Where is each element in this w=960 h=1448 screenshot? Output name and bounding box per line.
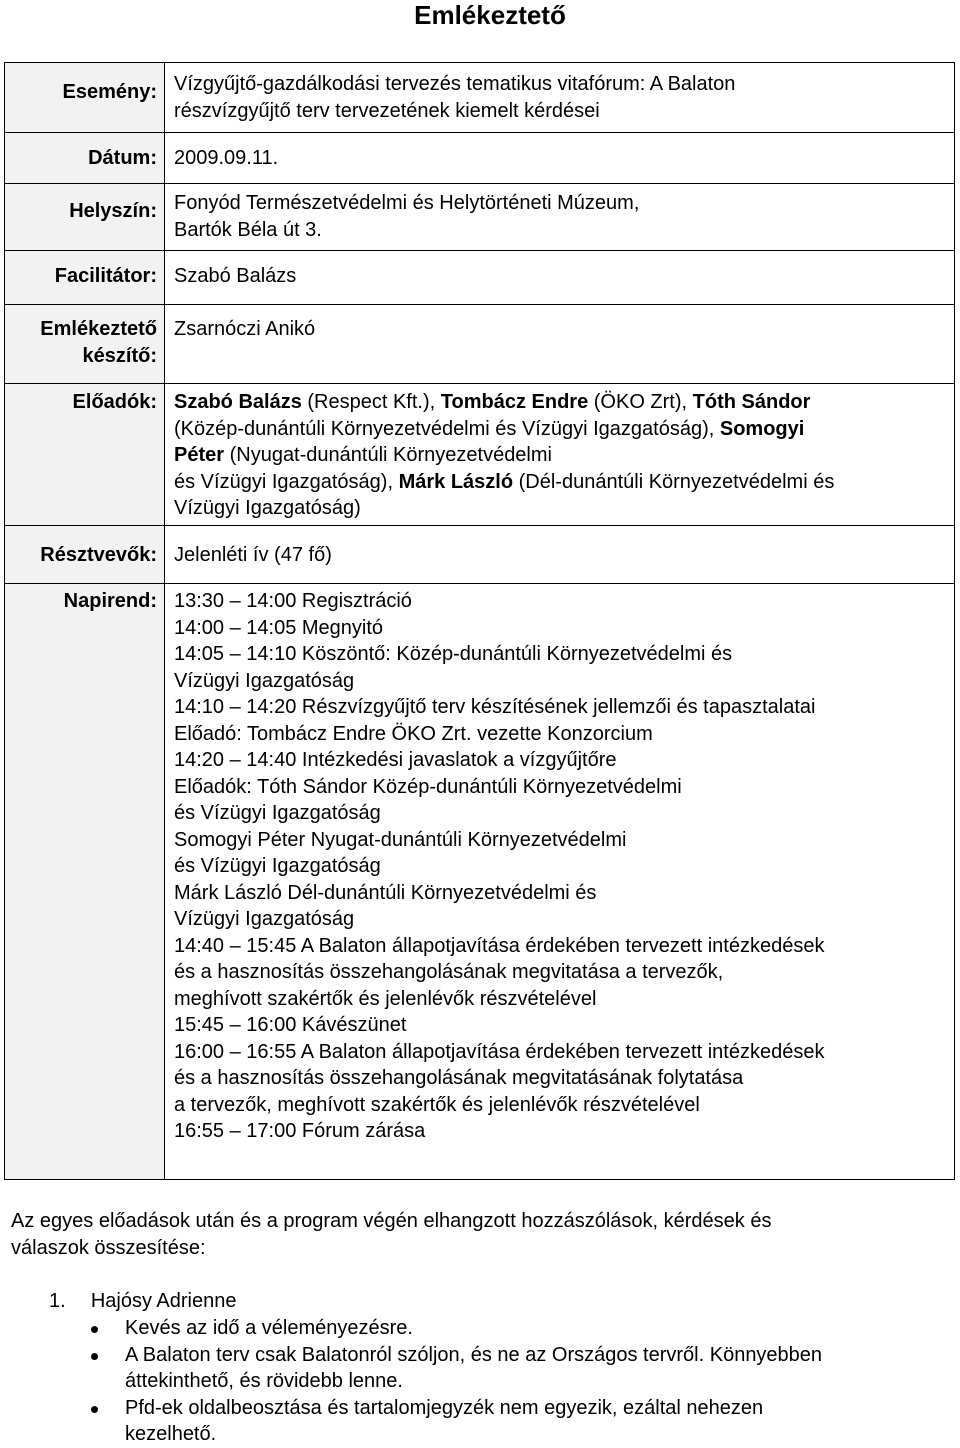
agenda-line: és Vízügyi Igazgatóság bbox=[174, 802, 381, 824]
helyszin-value bbox=[174, 190, 954, 243]
agenda-line: 15:45 – 16:00 Kávészünet bbox=[174, 1014, 407, 1036]
eloadok-line: Péter (Nyugat-dunántúli Környezetvédelmi bbox=[174, 444, 552, 466]
row-divider bbox=[5, 183, 954, 184]
row-divider bbox=[5, 304, 954, 305]
bullet-dot-icon bbox=[91, 1353, 98, 1360]
napirend-label: Napirend: bbox=[63, 590, 157, 612]
eloadok-line: és Vízügyi Igazgatóság), Márk László (Dél-dunántúli Környezetvédelmi és bbox=[174, 470, 835, 493]
helyszin-label: Helyszín: bbox=[69, 200, 157, 222]
agenda-line: a tervezők, meghívott szakértők és jelenlévők részvételével bbox=[174, 1093, 700, 1116]
bullet-item bbox=[87, 1315, 957, 1342]
row-divider bbox=[5, 250, 954, 251]
agenda-line: Előadó: Tombácz Endre ÖKO Zrt. vezette Konzorcium bbox=[174, 722, 653, 745]
keszito-label-line: Emlékeztető bbox=[40, 318, 157, 340]
helyszin-line: Fonyód Természetvédelmi és Helytörténeti Múzeum, bbox=[174, 192, 640, 214]
bullet-dot-icon bbox=[91, 1406, 98, 1413]
facilitator-value: Szabó Balázs bbox=[174, 265, 297, 287]
agenda-line: Somogyi Péter Nyugat-dunántúli Környezetvédelmi bbox=[174, 828, 627, 851]
agenda-line: 13:30 – 14:00 Regisztráció bbox=[174, 590, 412, 612]
bullet-line: áttekinthető, és rövidebb lenne. bbox=[125, 1370, 403, 1392]
bullet-item bbox=[87, 1342, 957, 1395]
eloadok-line: (Közép-dunántúli Környezetvédelmi és Vízügyi Igazgatóság), Somogyi bbox=[174, 417, 805, 440]
esemeny-line: részvízgyűjtő terv tervezetének kiemelt kérdései bbox=[174, 99, 600, 122]
list-number: 1. bbox=[49, 1290, 66, 1312]
esemeny-value bbox=[174, 71, 954, 124]
agenda-line: meghívott szakértők és jelenlévők részvételével bbox=[174, 987, 597, 1010]
document-title: Emlékeztető bbox=[414, 0, 566, 30]
meeting-info-table bbox=[4, 62, 955, 1180]
datum-label: Dátum: bbox=[88, 147, 157, 169]
agenda-line: 14:40 – 15:45 A Balaton állapotjavítása érdekében tervezett intézkedések bbox=[174, 934, 825, 957]
row-divider bbox=[5, 132, 954, 133]
eloadok-line: Vízügyi Igazgatóság) bbox=[174, 497, 361, 519]
label-column bbox=[5, 63, 165, 1179]
keszito-value: Zsarnóczi Anikó bbox=[174, 318, 316, 340]
keszito-label-line: készítő: bbox=[82, 344, 157, 367]
agenda-line: 16:55 – 17:00 Fórum zárása bbox=[174, 1120, 426, 1142]
agenda-line: Vízügyi Igazgatóság bbox=[174, 908, 355, 930]
resztvevok-label: Résztvevők: bbox=[40, 544, 157, 566]
facilitator-label: Facilitátor: bbox=[54, 265, 157, 287]
bullet-item bbox=[87, 1395, 957, 1448]
list-name: Hajósy Adrienne bbox=[90, 1290, 237, 1312]
esemeny-label: Esemény: bbox=[62, 81, 157, 103]
agenda-line: 14:05 – 14:10 Köszöntő: Közép-dunántúli Környezetvédelmi és bbox=[174, 643, 733, 665]
keszito-label bbox=[5, 316, 157, 369]
agenda-line: és a hasznosítás összehangolásának megvitatásának folytatása bbox=[174, 1067, 744, 1089]
summary-line: válaszok összesítése: bbox=[11, 1236, 206, 1259]
row-divider bbox=[5, 383, 954, 384]
row-divider bbox=[5, 525, 954, 526]
bullet-line: A Balaton terv csak Balatonról szóljon, és ne az Országos tervről. Könnyebben bbox=[125, 1343, 823, 1366]
bullet-line: Kevés az idő a véleményezésre. bbox=[125, 1317, 413, 1339]
agenda-line: 14:00 – 14:05 Megnyitó bbox=[174, 616, 384, 639]
bullet-dot-icon bbox=[91, 1326, 98, 1333]
agenda-line: Vízügyi Igazgatóság bbox=[174, 669, 355, 692]
agenda-line: 14:20 – 14:40 Intézkedési javaslatok a vízgyűjtőre bbox=[174, 749, 617, 771]
bullet-list bbox=[87, 1315, 957, 1448]
bullet-line: Pfd-ek oldalbeosztása és tartalomjegyzék nem egyezik, ezáltal nehezen bbox=[125, 1396, 764, 1419]
summary-line: Az egyes előadások után és a program végén elhangzott hozzászólások, kérdések és bbox=[11, 1210, 772, 1232]
bullet-line: kezelhető. bbox=[125, 1423, 217, 1445]
helyszin-line: Bartók Béla út 3. bbox=[174, 218, 322, 241]
eloadok-value bbox=[174, 389, 954, 522]
agenda-line: és a hasznosítás összehangolásának megvitatása a tervezők, bbox=[174, 961, 724, 983]
napirend-value bbox=[174, 588, 954, 1145]
agenda-line: Márk László Dél-dunántúli Környezetvédelmi és bbox=[174, 881, 597, 904]
eloadok-label: Előadók: bbox=[72, 391, 157, 413]
eloadok-line: Szabó Balázs (Respect Kft.), Tombácz Endre (ÖKO Zrt), Tóth Sándor bbox=[174, 391, 811, 413]
resztvevok-value: Jelenléti ív (47 fő) bbox=[174, 544, 332, 566]
datum-value: 2009.09.11. bbox=[174, 147, 279, 169]
list-item bbox=[49, 1288, 960, 1315]
agenda-line: Előadók: Tóth Sándor Közép-dunántúli Környezetvédelmi bbox=[174, 775, 682, 798]
agenda-line: és Vízügyi Igazgatóság bbox=[174, 855, 381, 877]
summary-paragraph bbox=[11, 1208, 951, 1261]
agenda-line: 16:00 – 16:55 A Balaton állapotjavítása érdekében tervezett intézkedések bbox=[174, 1040, 825, 1063]
esemeny-line: Vízgyűjtő-gazdálkodási tervezés tematikus vitafórum: A Balaton bbox=[174, 73, 736, 95]
agenda-line: 14:10 – 14:20 Részvízgyűjtő terv készítésének jellemzői és tapasztalatai bbox=[174, 696, 816, 718]
row-divider bbox=[5, 583, 954, 584]
